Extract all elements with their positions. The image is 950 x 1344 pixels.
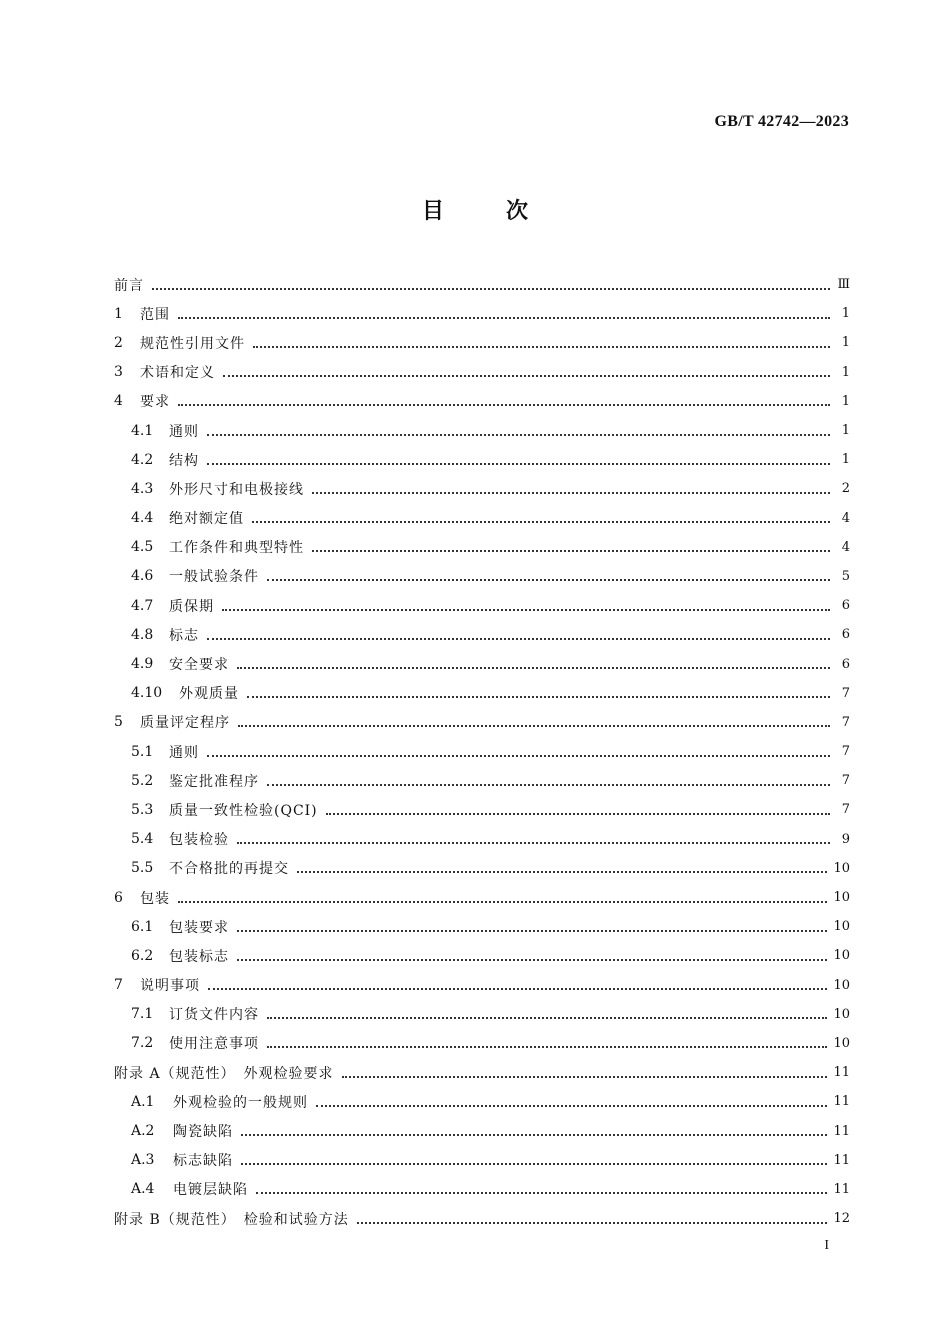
toc-dot-leader: [297, 862, 827, 876]
toc-dot-leader: [241, 1154, 827, 1168]
toc-entry-page: 10: [833, 919, 850, 935]
toc-dot-leader: [207, 454, 830, 468]
toc-entry-number: 4.8: [131, 626, 154, 643]
toc-entry[interactable]: [114, 1116, 850, 1145]
toc-entry-page: 2: [841, 481, 850, 497]
toc-entry-label: 陶瓷缺陷: [173, 1124, 233, 1141]
toc-entry-number: 7.1: [131, 1006, 154, 1023]
toc-entry-number: 3: [114, 364, 123, 381]
toc-entry-number: 4.6: [131, 568, 154, 585]
toc-entry-page: 1: [841, 452, 850, 468]
toc-dot-leader: [178, 308, 830, 322]
toc-entry[interactable]: [114, 328, 850, 357]
toc-entry-number: 7.2: [131, 1035, 154, 1052]
toc-entry[interactable]: [114, 299, 850, 328]
toc-entry-number: A.3: [131, 1152, 155, 1169]
toc-dot-leader: [267, 1008, 827, 1022]
toc-dot-leader: [237, 921, 827, 935]
toc-entry-label: 前言: [114, 277, 144, 294]
toc-dot-leader: [267, 570, 830, 584]
toc-entry-page: 6: [841, 656, 850, 672]
toc-entry[interactable]: [114, 737, 850, 766]
toc-entry-number: 4.9: [131, 656, 154, 673]
toc-entry-label: 工作条件和典型特性: [169, 540, 304, 557]
toc-entry[interactable]: [114, 941, 850, 970]
toc-dot-leader: [256, 1183, 827, 1197]
toc-dot-leader: [342, 1067, 828, 1081]
toc-entry-page: 9: [841, 831, 850, 847]
toc-entry-page: 10: [833, 860, 850, 876]
toc-entry-label: 规范性引用文件: [140, 335, 245, 352]
toc-dot-leader: [316, 1096, 827, 1110]
toc-dot-leader: [326, 804, 830, 818]
toc-entry-label: 外观质量: [179, 686, 239, 703]
toc-entry-label: 附录 A（规范性） 外观检验要求: [114, 1065, 334, 1082]
toc-entry[interactable]: [114, 533, 850, 562]
toc-entry-number: 4.5: [131, 539, 154, 556]
toc-entry[interactable]: [114, 358, 850, 387]
toc-entry-label: 安全要求: [169, 657, 229, 674]
toc-entry-page: 10: [833, 890, 850, 906]
page-title: [0, 194, 950, 225]
toc-dot-leader: [237, 658, 830, 672]
toc-entry[interactable]: [114, 854, 850, 883]
toc-entry-number: 7: [114, 977, 123, 994]
toc-dot-leader: [241, 1125, 827, 1139]
table-of-contents: [114, 270, 850, 1233]
toc-entry-page: 7: [841, 685, 850, 701]
toc-entry-label: 结构: [169, 452, 199, 469]
toc-entry[interactable]: [114, 416, 850, 445]
toc-entry-number: 5.5: [131, 860, 154, 877]
toc-entry-label: 通则: [169, 744, 199, 761]
toc-dot-leader: [253, 337, 830, 351]
toc-dot-leader: [152, 279, 830, 293]
toc-entry-label: 绝对额定值: [169, 511, 244, 528]
toc-entry-number: A.1: [131, 1093, 155, 1110]
toc-entry-number: 4.10: [131, 685, 163, 702]
footer-page-number: I: [824, 1238, 829, 1253]
toc-entry-label: 标志缺陷: [173, 1153, 233, 1170]
toc-entry-label: 说明事项: [140, 978, 200, 995]
toc-entry-page: 10: [833, 948, 850, 964]
toc-entry-page: 5: [841, 568, 850, 584]
toc-entry[interactable]: [114, 708, 850, 737]
toc-entry-page: 1: [841, 364, 850, 380]
toc-entry[interactable]: [114, 387, 850, 416]
toc-dot-leader: [267, 775, 830, 789]
toc-entry-label: 外观检验的一般规则: [173, 1094, 308, 1111]
toc-entry-label: 附录 B（规范性） 检验和试验方法: [114, 1211, 349, 1228]
toc-entry-label: 一般试验条件: [169, 569, 259, 586]
standard-number: GB/T 42742—2023: [714, 113, 849, 130]
toc-dot-leader: [312, 541, 830, 555]
toc-entry-label: 包装要求: [169, 919, 229, 936]
toc-entry-number: 4.1: [131, 422, 154, 439]
toc-entry[interactable]: [114, 1087, 850, 1116]
toc-entry-label: 质保期: [169, 598, 214, 615]
toc-entry-page: 11: [833, 1181, 850, 1197]
toc-dot-leader: [312, 483, 830, 497]
toc-entry-label: 术语和定义: [140, 365, 215, 382]
toc-entry[interactable]: [114, 1146, 850, 1175]
toc-entry[interactable]: [114, 1175, 850, 1204]
toc-entry-number: 4.2: [131, 451, 154, 468]
toc-dot-leader: [238, 716, 830, 730]
toc-entry[interactable]: [114, 270, 850, 299]
toc-entry-page: 1: [841, 335, 850, 351]
toc-entry[interactable]: [114, 591, 850, 620]
toc-entry-label: 不合格批的再提交: [169, 861, 289, 878]
toc-entry-page: 7: [841, 744, 850, 760]
toc-entry-number: 6: [114, 889, 123, 906]
toc-dot-leader: [208, 979, 827, 993]
toc-entry[interactable]: [114, 620, 850, 649]
toc-entry-label: 通则: [169, 423, 199, 440]
toc-entry-page: 7: [841, 802, 850, 818]
toc-entry-page: 10: [833, 1035, 850, 1051]
toc-entry-page: 11: [833, 1152, 850, 1168]
toc-entry-number: 6.2: [131, 947, 154, 964]
toc-dot-leader: [252, 512, 830, 526]
toc-entry[interactable]: [114, 971, 850, 1000]
toc-entry[interactable]: [114, 679, 850, 708]
toc-entry[interactable]: [114, 912, 850, 941]
toc-entry-number: 5: [114, 714, 123, 731]
toc-entry[interactable]: [114, 883, 850, 912]
toc-entry-page: 11: [833, 1065, 850, 1081]
toc-entry-page: 11: [833, 1094, 850, 1110]
toc-entry-label: 电镀层缺陷: [173, 1182, 248, 1199]
toc-entry-page: 10: [833, 1006, 850, 1022]
toc-entry-label: 鉴定批准程序: [169, 773, 259, 790]
toc-entry[interactable]: [114, 1029, 850, 1058]
toc-entry-label: 外形尺寸和电极接线: [169, 481, 304, 498]
toc-dot-leader: [207, 629, 830, 643]
toc-entry-page: 12: [833, 1211, 850, 1227]
toc-entry-page: 4: [841, 510, 850, 526]
toc-entry-label: 标志: [169, 627, 199, 644]
toc-dot-leader: [247, 687, 830, 701]
toc-entry-number: 5.2: [131, 772, 154, 789]
toc-entry-number: 5.3: [131, 801, 154, 818]
toc-entry-label: 包装: [140, 890, 170, 907]
toc-entry-page: 1: [841, 393, 850, 409]
toc-entry-label: 订货文件内容: [169, 1007, 259, 1024]
toc-entry-label: 使用注意事项: [169, 1036, 259, 1053]
toc-dot-leader: [178, 892, 827, 906]
toc-entry-label: 要求: [140, 394, 170, 411]
toc-entry-page: 7: [841, 714, 850, 730]
toc-entry[interactable]: [114, 795, 850, 824]
toc-entry[interactable]: [114, 1058, 850, 1087]
toc-entry-page: 4: [841, 539, 850, 555]
toc-entry-label: 包装标志: [169, 948, 229, 965]
toc-entry[interactable]: [114, 1000, 850, 1029]
page-title-char-2: 次: [506, 199, 529, 224]
page-title-char-1: 目: [421, 199, 444, 224]
toc-entry-number: 1: [114, 305, 123, 322]
toc-dot-leader: [357, 1213, 828, 1227]
toc-entry[interactable]: [114, 649, 850, 678]
toc-entry[interactable]: [114, 504, 850, 533]
toc-entry[interactable]: [114, 445, 850, 474]
toc-entry[interactable]: [114, 562, 850, 591]
toc-dot-leader: [237, 833, 830, 847]
toc-entry[interactable]: [114, 1204, 850, 1233]
toc-entry-number: 5.4: [131, 831, 154, 848]
toc-entry[interactable]: [114, 766, 850, 795]
toc-entry-number: 5.1: [131, 743, 154, 760]
toc-entry-number: A.2: [131, 1123, 155, 1140]
toc-dot-leader: [267, 1037, 827, 1051]
toc-entry-label: 范围: [140, 306, 170, 323]
toc-entry-page: 6: [841, 598, 850, 614]
toc-dot-leader: [237, 950, 827, 964]
toc-dot-leader: [222, 600, 830, 614]
toc-entry-page: 10: [833, 977, 850, 993]
toc-dot-leader: [207, 746, 830, 760]
toc-entry-label: 质量评定程序: [140, 715, 230, 732]
toc-entry-page: 11: [833, 1123, 850, 1139]
toc-entry[interactable]: [114, 825, 850, 854]
toc-entry-label: 包装检验: [169, 832, 229, 849]
toc-entry-number: 4.4: [131, 510, 154, 527]
toc-entry-page: 7: [841, 773, 850, 789]
toc-entry-page: 1: [841, 306, 850, 322]
toc-dot-leader: [178, 395, 830, 409]
toc-entry-number: 2: [114, 334, 123, 351]
toc-entry-number: 4.7: [131, 597, 154, 614]
toc-entry[interactable]: [114, 474, 850, 503]
toc-entry-page: 6: [841, 627, 850, 643]
toc-entry-page: Ⅲ: [837, 277, 850, 293]
toc-entry-number: A.4: [131, 1181, 155, 1198]
toc-dot-leader: [223, 366, 830, 380]
toc-dot-leader: [207, 425, 830, 439]
toc-entry-label: 质量一致性检验(QCI): [169, 802, 318, 819]
toc-entry-number: 4.3: [131, 480, 154, 497]
toc-entry-number: 4: [114, 393, 123, 410]
toc-entry-page: 1: [841, 423, 850, 439]
toc-entry-number: 6.1: [131, 918, 154, 935]
